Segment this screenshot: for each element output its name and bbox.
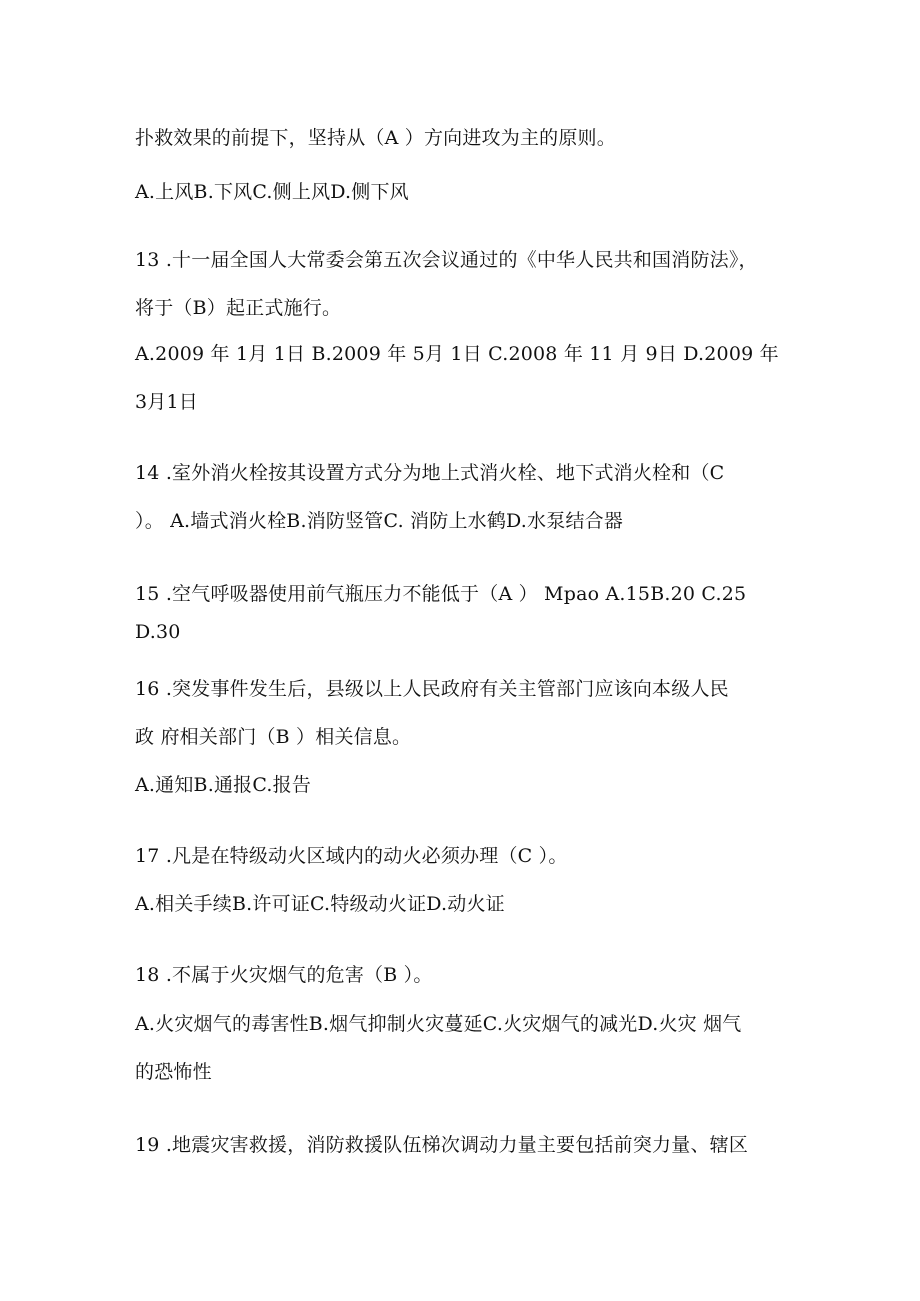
question-15: 15 .空气呼吸器使用前气瓶压力不能低于（A ） Mpao A.15B.20 C.25 <box>135 583 747 605</box>
text-line: A.相关手续B.许可证C.特级动火证D.动火证 <box>135 893 505 915</box>
text-line: A.通知B.通报C.报告 <box>135 774 312 796</box>
question-19: 19 .地震灾害救援，消防救援队伍梯次调动力量主要包括前突力量、辖区 <box>135 1134 749 1156</box>
question-16: 16 .突发事件发生后，县级以上人民政府有关主管部门应该向本级人民 <box>135 678 729 700</box>
question-17: 17 .凡是在特级动火区域内的动火必须办理（C ）。 <box>135 845 568 867</box>
text-line: A.2009 年 1月 1日 B.2009 年 5月 1日 C.2008 年 11 月 9日 D.2009 年 <box>135 343 779 365</box>
text-line: 将于（B）起正式施行。 <box>135 297 342 319</box>
text-line: A.上风B.下风C.侧上风D.侧下风 <box>135 181 409 203</box>
text-line: A.火灾烟气的毒害性B.烟气抑制火灾蔓延C.火灾烟气的减光D.火灾 烟气 <box>135 1013 742 1035</box>
text-line: 3月1日 <box>135 391 198 413</box>
text-line: 扑救效果的前提下，坚持从（A ）方向进攻为主的原则。 <box>135 127 616 149</box>
text-line: D.30 <box>135 621 181 643</box>
text-line: ）。 A.墙式消火栓B.消防竖管C. 消防上水鹤D.水泵结合器 <box>135 510 624 532</box>
question-18: 18 .不属于火灾烟气的危害（B ）。 <box>135 964 433 986</box>
question-13: 13 .十一届全国人大常委会第五次会议通过的《中华人民共和国消防法》， <box>135 249 758 271</box>
text-line: 的恐怖性 <box>135 1061 212 1083</box>
question-14: 14 .室外消火栓按其设置方式分为地上式消火栓、地下式消火栓和（C <box>135 462 725 484</box>
text-line: 政 府相关部门（B ）相关信息。 <box>135 726 412 748</box>
